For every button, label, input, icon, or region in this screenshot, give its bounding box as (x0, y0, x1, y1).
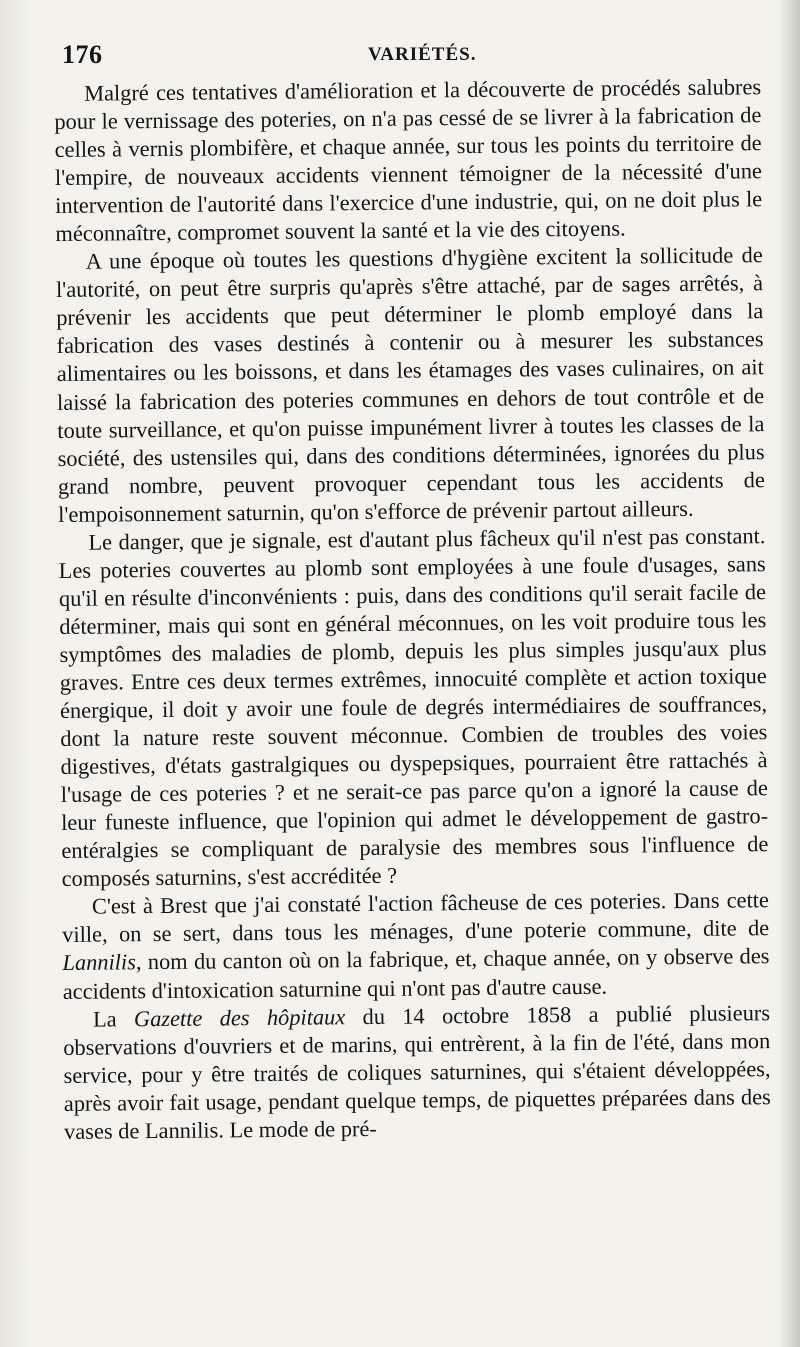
paragraph: Le danger, que je signale, est d'autant plus fâcheux qu'il n'est pas constant. Les poteries couvertes au plomb sont employées à une foule d'usages, sans qu'il en résulte d'inconvénients : puis, dans des conditions qu'il serait facile de déterminer, mais qui sont en général méconnues, on les voit produire tous les symptômes des maladies de plomb, depuis les plus simples jusqu'aux plus graves. Entre ces deux termes extrêmes, innocuité complète et action toxique énergique, il doit y avoir une foule de degrés intermédiaires de souffrances, dont la nature reste souvent méconnue. Combien de troubles des voies digestives, d'états gastralgiques ou dyspepsiques, pourraient être rattachés à l'usage de ces poteries ? et ne serait-ce pas parce qu'on a ignoré la cause de leur funeste influence, que l'opinion qui admet le développement de gastro-entéralgies se compliquant de paralysie des membres sous l'influence de composés saturnins, s'est accréditée ? (58, 522, 769, 892)
paragraph-text: du 14 octobre 1858 a publié plusieurs observations d'ouvriers et de marins, qui entrèrent, à la fin de l'été, dans mon service, pour y être traités de coliques saturnines, qui s'étaient développées, après avoir fait usage, pendant quelque temps, de piquettes préparées dans des vases de Lannilis. Le mode de pré- (63, 999, 771, 1144)
paragraph (62, 887, 770, 1006)
journal-title: Gazette des hôpitaux (133, 1003, 346, 1031)
paragraph (63, 999, 771, 1146)
body-text (54, 73, 771, 1146)
running-head: VARIÉTÉS. (368, 44, 477, 65)
paragraph-text: La (92, 1005, 135, 1032)
paragraph-text: C'est à Brest que j'ai constaté l'action fâcheuse de ces poteries. Dans cette ville, on se sert, dans tous les ménages, d'une poterie commune, dite de (62, 887, 770, 948)
paragraph-text: , nom du canton où on la fabrique, et, chaque année, on y observe des accidents d'intoxication saturnine qui n'ont pas d'autre cause. (62, 943, 770, 1004)
page-number: 176 (62, 40, 103, 69)
place-name: Lannilis (62, 949, 137, 976)
paragraph: A une époque où toutes les questions d'hygiène excitent la sollicitude de l'autorité, on peut être surpris qu'après s'être attaché, par de sages arrêtés, à prévenir les accidents que peut déterminer le plomb employé dans la fabrication des vases destinés à contenir ou à mesurer les substances alimentaires ou les boissons, et dans les étamages des vases culinaires, on ait laissé la fabrication des poteries communes en dehors de tout contrôle et de toute surveillance, et qu'on puisse impunément livrer à toutes les classes de la société, des ustensiles qui, dans des conditions déterminées, ignorées du plus grand nombre, peuvent provoquer cependant tous les accidents de l'empoisonnement saturnin, qu'on s'efforce de prévenir partout ailleurs. (55, 242, 765, 527)
paragraph: Malgré ces tentatives d'amélioration et la découverte de procédés salubres pour le vernissage des poteries, on n'a pas cessé de se livrer à la fabrication de celles à vernis plombifère, et chaque année, sur tous les points du territoire de l'empire, de nouveaux accidents viennent témoigner de la nécessité d'une intervention de l'autorité dans l'exercice d'une industrie, qui, on ne doit plus le méconnaître, compromet souvent la santé et la vie des citoyens. (54, 74, 763, 247)
